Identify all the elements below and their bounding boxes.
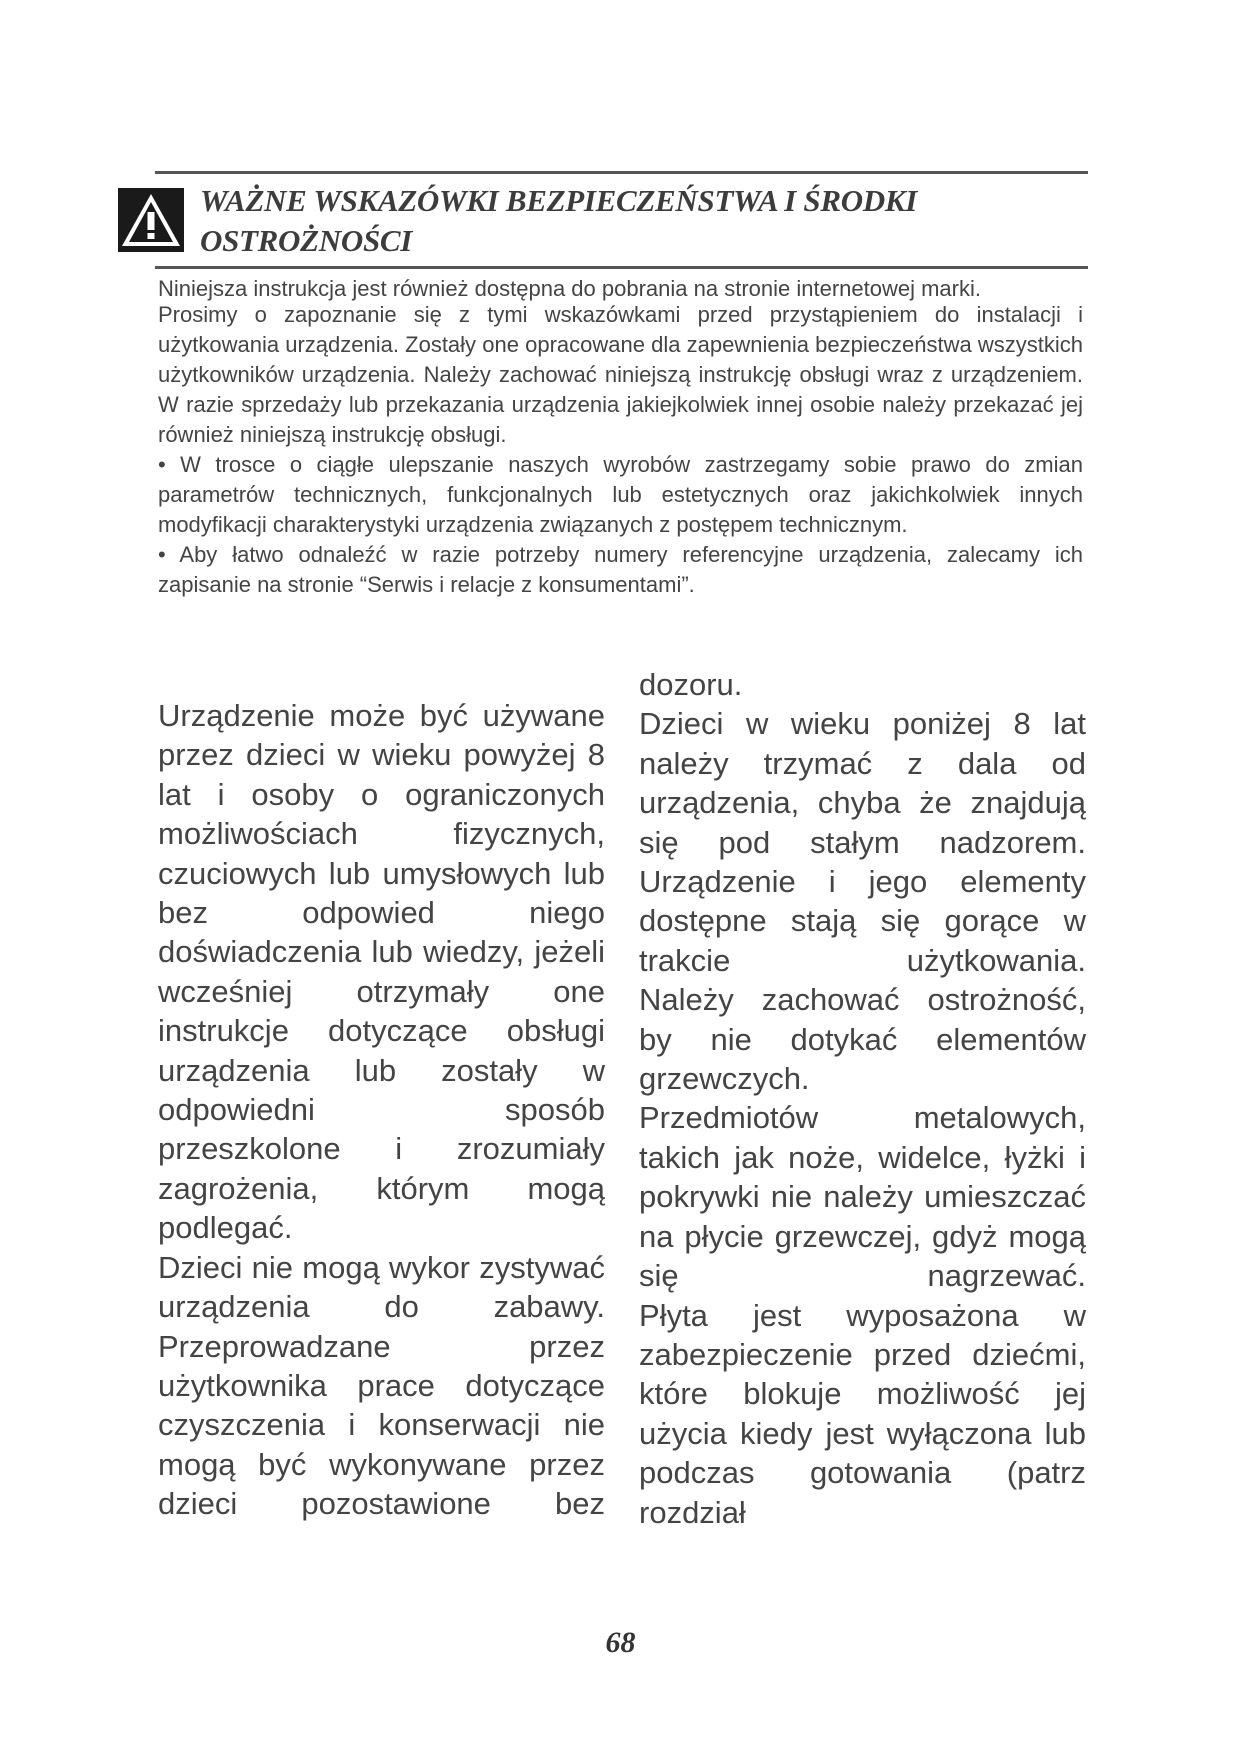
intro-paragraph: Prosimy o zapoznanie się z tymi wskazówkami przed przystąpieniem do instalacji i użytkowania urządzenia. Zostały one opracowane dla zapewnienia bezpieczeństwa wszystkich użytkowników urządzenia. Należy zachować niniejszą instrukcję obsługi wraz z urządzeniem. W razie sprzedaży lub przekazania urządzenia jakiejkolwiek innej osobie należy przekazać jej również niniejszą instrukcję obsługi. xyxy=(158,302,1083,447)
safety-paragraph: Płyta jest wyposażona w zabezpieczenie przed dziećmi, które blokuje możliwość jej użycia kiedy jest wyłączona lub podczas gotowania (patrz rozdział xyxy=(639,1297,1086,1530)
header-top-rule xyxy=(155,171,1088,174)
safety-paragraph: Urządzenie może być używane przez dzieci w wieku powyżej 8 lat i osoby o ograniczonych możliwościach fizycznych, czuciowych lub umysłowych lub bez odpowied niego doświadczenia lub wiedzy, jeżeli wcześniej otrzymały one instrukcje dotyczące obsługi urządzenia lub zostały w odpowiedni sposób przeszkolone i zrozumiały zagrożenia, którym mogą podlegać. xyxy=(158,698,605,1246)
page-number: 68 xyxy=(605,1626,636,1659)
intro-paragraph: Niniejsza instrukcja jest również dostępna do pobrania na stronie internetowej marki. xyxy=(158,276,981,301)
safety-paragraph: Należy zachować ostrożność, by nie dotykać elementów grzewczych. xyxy=(639,982,1086,1097)
safety-paragraph: Przedmiotów metalowych, takich jak noże, widelce, łyżki i pokrywki nie należy umieszczać na płycie grzewczej, gdyż mogą się nagrzewać. xyxy=(639,1100,1086,1294)
intro-bullet: • W trosce o ciągłe ulepszanie naszych wyrobów zastrzegamy sobie prawo do zmian parametrów technicznych, funkcjonalnych lub estetycznych oraz jakichkolwiek innych modyfikacji charakterystyki urządzenia związanych z postępem technicznym. xyxy=(158,452,1083,537)
left-column xyxy=(158,696,605,1524)
intro-bullet: • Aby łatwo odnaleźć w razie potrzeby numery referencyjne urządzenia, zalecamy ich zapisanie na stronie “Serwis i relacje z konsumentami”. xyxy=(158,542,1083,597)
header-bottom-rule xyxy=(155,266,1088,269)
safety-paragraph: Dzieci nie mogą wykor zystywać urządzenia do zabawy. xyxy=(158,1249,605,1325)
safety-paragraph: Dzieci w wieku poniżej 8 lat należy trzymać z dala od urządzenia, chyba że znajdują się pod stałym nadzorem. xyxy=(639,706,1086,860)
page-title: WAŻNE WSKAZÓWKI BEZPIECZEŃSTWA I ŚRODKI OSTROŻNOŚCI xyxy=(200,183,918,258)
intro-text xyxy=(158,278,1083,600)
safety-paragraph: Przeprowadzane przez użytkownika prace dotyczące czyszczenia i konserwacji nie mogą być wykonywane przez dzieci pozostawione bez xyxy=(158,1328,605,1522)
right-column xyxy=(639,665,1086,1532)
safety-paragraph: dozoru. xyxy=(639,667,743,702)
safety-paragraph: Urządzenie i jego elementy dostępne stają się gorące w trakcie użytkowania. xyxy=(639,864,1086,978)
warning-icon xyxy=(118,188,184,252)
